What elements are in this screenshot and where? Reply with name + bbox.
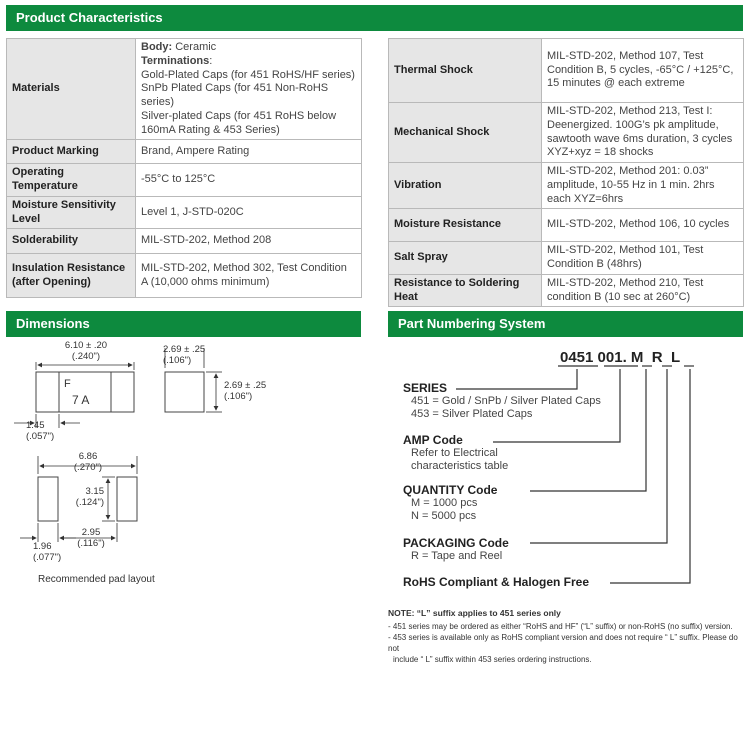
amp-line: characteristics table [411, 460, 509, 473]
vibration-label: Vibration [389, 163, 542, 209]
product-characteristics-header: Product Characteristics [6, 5, 743, 31]
end-width-dim: 2.69 ± .25 (.106") [163, 344, 206, 366]
code-amp: 001. [597, 349, 627, 366]
thermal-shock-value: MIL-STD-202, Method 107, Test Condition B, 5 cycles, -65°C / +125°C, 15 minutes @ each extreme [542, 39, 744, 103]
dimensions-header: Dimensions [6, 311, 361, 337]
code-series: 0451 [560, 349, 594, 366]
salt-spray-value: MIL-STD-202, Method 101, Test Condition B (48hrs) [542, 242, 744, 275]
quantity-block [403, 483, 497, 523]
packaging-line: R = Tape and Reel [411, 550, 503, 562]
quantity-title: QUANTITY Code [403, 483, 498, 497]
series-block [403, 381, 601, 421]
terminations-line: SnPb Plated Caps (for 451 Non-RoHS series) [141, 82, 329, 108]
series-line: 453 = Silver Plated Caps [411, 408, 533, 421]
mechanical-shock-label: Mechanical Shock [389, 103, 542, 163]
solderability-label: Solderability [7, 229, 136, 254]
pad-span-dim: 6.86 (.270") [73, 451, 103, 473]
left-spec-table [6, 38, 362, 298]
terminations-line: Gold-Plated Caps (for 451 RoHS/HF series) [141, 68, 355, 81]
soldering-heat-value: MIL-STD-202, Method 210, Test condition B (10 sec at 260°C) [542, 274, 744, 307]
note-line: - 453 series is available only as RoHS compliant version and does not require “ L” suffix. Please do not [388, 633, 738, 654]
body-label: Body: [141, 41, 173, 53]
series-line: 451 = Gold / SnPb / Silver Plated Caps [411, 395, 601, 407]
moisture-resistance-label: Moisture Resistance [389, 209, 542, 242]
packaging-block [403, 536, 509, 563]
rohs-title: RoHS Compliant & Halogen Free [403, 575, 590, 589]
marking-rating: 7 A [72, 393, 90, 407]
thermal-shock-label: Thermal Shock [389, 39, 542, 103]
moisture-sensitivity-value: Level 1, J-STD-020C [136, 196, 362, 229]
terminations-line: Silver-plated Caps (for 451 RoHS below [141, 109, 337, 122]
product-marking-label: Product Marking [7, 140, 136, 164]
operating-temperature-label: Operating Temperature [7, 164, 136, 197]
amp-line: Refer to Electrical [411, 447, 498, 459]
packaging-title: PACKAGING Code [403, 536, 509, 550]
insulation-resistance-label: Insulation Resistance (after Opening) [7, 254, 136, 298]
operating-temperature-value: -55°C to 125°C [136, 164, 362, 197]
amp-title: AMP Code [403, 433, 463, 447]
product-marking-value: Brand, Ampere Rating [136, 140, 362, 164]
quantity-line: N = 5000 pcs [411, 510, 477, 523]
pad-width-dim: 1.96 (.077") [33, 541, 62, 563]
height-dim: 2.69 ± .25 (.106") [224, 380, 267, 402]
right-spec-table [388, 38, 744, 307]
marking-logo: F [64, 378, 71, 390]
fuse-end-view [165, 372, 204, 412]
quantity-line: M = 1000 pcs [411, 497, 478, 509]
cap-length-dim: 1.45 (.057") [26, 420, 55, 442]
moisture-sensitivity-label: Moisture Sensitivity Level [7, 196, 136, 229]
series-title: SERIES [403, 381, 448, 395]
materials-value [136, 39, 362, 140]
body-value: Ceramic [172, 41, 217, 53]
amp-block [403, 433, 508, 473]
code-rohs: L [670, 349, 681, 366]
note-line: - 451 series may be ordered as either “RoHS and HF” (“L” suffix) or non-RoHS (no suffix) version. [388, 622, 733, 632]
top-length-dim: 6.10 ± .20 (.240") [64, 340, 108, 362]
note-line: include “ L” suffix within 453 series ordering instructions. [393, 654, 592, 664]
soldering-heat-label: Resistance to Soldering Heat [389, 274, 542, 307]
solderability-value: MIL-STD-202, Method 208 [136, 229, 362, 254]
salt-spray-label: Salt Spray [389, 242, 542, 275]
code-packaging: R [651, 349, 663, 366]
materials-label: Materials [7, 39, 136, 140]
mechanical-shock-value: MIL-STD-202, Method 213, Test I: Deenergized. 100G’s pk amplitude, sawtooth wave 6ms duration, 3 cycles XYZ+xyz = 18 shocks [542, 103, 744, 163]
terminations-label: Terminations [141, 54, 210, 67]
pad-height-dim: 3.15 (.124") [75, 486, 104, 508]
insulation-resistance-value: MIL-STD-202, Method 302, Test Condition A (10,000 ohms minimum) [136, 254, 362, 298]
pad-gap-dim: 2.95 (.116") [77, 527, 105, 549]
terminations-line: 160mA Rating & 453 Series) [141, 123, 280, 136]
moisture-resistance-value: MIL-STD-202, Method 106, 10 cycles [542, 209, 744, 242]
part-numbering-header: Part Numbering System [388, 311, 743, 337]
pad-layout-caption: Recommended pad layout [38, 574, 155, 585]
terminations-colon: : [209, 54, 213, 67]
code-quantity: M [630, 349, 644, 366]
notes-title: NOTE: “L” suffix applies to 451 series only [388, 608, 561, 618]
vibration-value: MIL-STD-202, Method 201: 0.03” amplitude, 10-55 Hz in 1 min. 2hrs each XYZ=6hrs [542, 163, 744, 209]
notes-block [388, 608, 748, 666]
